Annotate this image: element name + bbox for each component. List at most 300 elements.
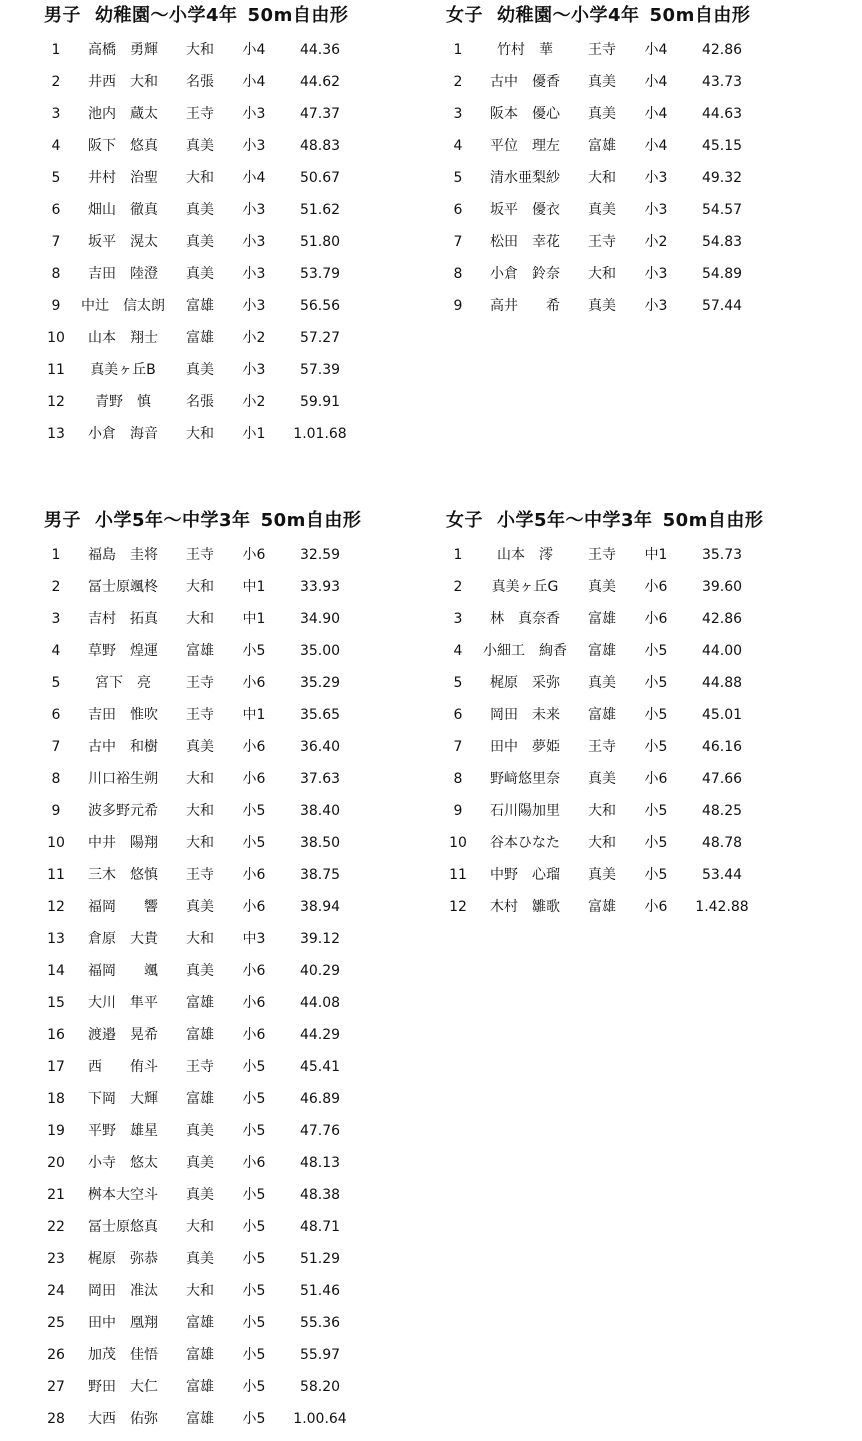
result-row	[44, 418, 348, 450]
swimmer-name-cell: 波多野元希	[88, 803, 158, 819]
time-cell: 59.91	[299, 394, 341, 410]
grade-cell: 小3	[242, 234, 266, 250]
title-gender: 女子	[446, 510, 483, 531]
result-row	[44, 827, 361, 859]
grade-cell: 小6	[242, 995, 266, 1011]
title-event: 50m自由形	[247, 5, 349, 26]
result-row	[44, 699, 361, 731]
swimmer-name-cell: 福島 圭将	[88, 547, 158, 563]
grade-cell: 小5	[242, 1411, 266, 1427]
club-cell: 王寺	[186, 707, 214, 723]
club-cell: 真美	[186, 362, 214, 378]
rank-cell: 6	[453, 707, 463, 723]
grade-cell: 小4	[644, 138, 668, 154]
club-cell: 富雄	[588, 643, 616, 659]
rank-cell: 19	[47, 1123, 65, 1139]
time-cell: 57.27	[299, 330, 341, 346]
result-row	[446, 827, 763, 859]
club-cell: 王寺	[186, 675, 214, 691]
result-row	[44, 290, 348, 322]
rank-cell: 10	[47, 835, 65, 851]
swimmer-name-cell: 石川陽加里	[490, 803, 560, 819]
swimmer-name-cell: 小倉 海音	[88, 426, 158, 442]
time-cell: 46.89	[299, 1091, 341, 1107]
club-cell: 真美	[186, 138, 214, 154]
swimmer-name-cell: 福岡 颯	[88, 963, 158, 979]
result-row	[446, 258, 750, 290]
grade-cell: 小5	[242, 1379, 266, 1395]
results-boys-kinder-to-grade4	[44, 0, 348, 450]
rank-cell: 3	[453, 106, 463, 122]
result-row	[44, 1243, 361, 1275]
swimmer-name-cell: 青野 慎	[95, 394, 151, 410]
rank-cell: 3	[453, 611, 463, 627]
result-row	[446, 226, 750, 258]
club-cell: 真美	[186, 234, 214, 250]
swimmer-name-cell: 山本 澪	[497, 547, 553, 563]
grade-cell: 小6	[242, 867, 266, 883]
club-cell: 富雄	[186, 1091, 214, 1107]
club-cell: 大和	[186, 170, 214, 186]
rank-cell: 1	[453, 547, 463, 563]
result-row	[44, 763, 361, 795]
swimmer-name-cell: 宮下 亮	[95, 675, 151, 691]
title-gender: 男子	[44, 5, 81, 26]
time-cell: 48.13	[299, 1155, 341, 1171]
club-cell: 富雄	[186, 1347, 214, 1363]
rank-cell: 5	[51, 675, 61, 691]
title-range: 幼稚園～小学4年	[497, 5, 640, 26]
swimmer-name-cell: 岡田 准汰	[88, 1283, 158, 1299]
grade-cell: 小2	[242, 330, 266, 346]
club-cell: 大和	[186, 611, 214, 627]
rank-cell: 8	[453, 771, 463, 787]
rank-cell: 23	[47, 1251, 65, 1267]
time-cell: 1.00.64	[293, 1411, 347, 1427]
rank-cell: 11	[449, 867, 467, 883]
result-row	[44, 667, 361, 699]
result-row	[446, 290, 750, 322]
club-cell: 真美	[186, 1187, 214, 1203]
rank-cell: 8	[51, 771, 61, 787]
result-row	[446, 194, 750, 226]
time-cell: 53.79	[299, 266, 341, 282]
time-cell: 55.36	[299, 1315, 341, 1331]
club-cell: 富雄	[588, 899, 616, 915]
rank-cell: 9	[51, 298, 61, 314]
results-boys-grade5-to-jh3	[44, 505, 361, 1435]
time-cell: 45.01	[701, 707, 743, 723]
time-cell: 42.86	[701, 42, 743, 58]
club-cell: 真美	[588, 867, 616, 883]
rank-cell: 4	[51, 138, 61, 154]
result-row	[44, 539, 361, 571]
time-cell: 48.71	[299, 1219, 341, 1235]
time-cell: 50.67	[299, 170, 341, 186]
rank-cell: 2	[51, 579, 61, 595]
rank-cell: 8	[51, 266, 61, 282]
time-cell: 35.65	[299, 707, 341, 723]
swimmer-name-cell: 竹村 華	[497, 42, 553, 58]
grade-cell: 小6	[644, 579, 668, 595]
result-row	[44, 1147, 361, 1179]
result-row	[44, 66, 348, 98]
time-cell: 35.73	[701, 547, 743, 563]
swimmer-name-cell: 下岡 大輝	[88, 1091, 158, 1107]
time-cell: 51.62	[299, 202, 341, 218]
club-cell: 王寺	[588, 739, 616, 755]
swimmer-name-cell: 田中 凰翔	[88, 1315, 158, 1331]
time-cell: 58.20	[299, 1379, 341, 1395]
time-cell: 34.90	[299, 611, 341, 627]
time-cell: 51.80	[299, 234, 341, 250]
result-row	[446, 98, 750, 130]
time-cell: 48.83	[299, 138, 341, 154]
grade-cell: 小5	[644, 643, 668, 659]
swimmer-name-cell: 野田 大仁	[88, 1379, 158, 1395]
title-event: 50m自由形	[649, 5, 751, 26]
rank-cell: 12	[47, 899, 65, 915]
result-row	[44, 859, 361, 891]
grade-cell: 小3	[242, 362, 266, 378]
time-cell: 57.44	[701, 298, 743, 314]
time-cell: 54.89	[701, 266, 743, 282]
club-cell: 真美	[186, 963, 214, 979]
title-range: 小学5年～中学3年	[95, 510, 251, 531]
club-cell: 大和	[588, 803, 616, 819]
swimmer-name-cell: 冨士原悠真	[88, 1219, 158, 1235]
time-cell: 56.56	[299, 298, 341, 314]
title-gender: 女子	[446, 5, 483, 26]
club-cell: 富雄	[588, 707, 616, 723]
rank-cell: 12	[47, 394, 65, 410]
time-cell: 42.86	[701, 611, 743, 627]
time-cell: 39.60	[701, 579, 743, 595]
club-cell: 王寺	[186, 867, 214, 883]
rank-cell: 1	[51, 547, 61, 563]
result-row	[446, 667, 763, 699]
grade-cell: 小3	[242, 266, 266, 282]
grade-cell: 小3	[242, 106, 266, 122]
time-cell: 38.94	[299, 899, 341, 915]
time-cell: 37.63	[299, 771, 341, 787]
grade-cell: 小6	[242, 547, 266, 563]
rank-cell: 4	[453, 138, 463, 154]
grade-cell: 小5	[644, 867, 668, 883]
time-cell: 36.40	[299, 739, 341, 755]
swimmer-name-cell: 小寺 悠太	[88, 1155, 158, 1171]
grade-cell: 小6	[242, 899, 266, 915]
result-row	[44, 1307, 361, 1339]
swimmer-name-cell: 梶原 采弥	[490, 675, 560, 691]
swimmer-name-cell: 福岡 響	[88, 899, 158, 915]
time-cell: 32.59	[299, 547, 341, 563]
swimmer-name-cell: 阪下 悠真	[88, 138, 158, 154]
grade-cell: 小6	[644, 771, 668, 787]
rank-cell: 13	[47, 931, 65, 947]
result-row	[446, 731, 763, 763]
rank-cell: 18	[47, 1091, 65, 1107]
grade-cell: 小5	[242, 1251, 266, 1267]
result-row	[446, 699, 763, 731]
time-cell: 38.75	[299, 867, 341, 883]
section-title	[446, 0, 750, 32]
swimmer-name-cell: 中野 心瑠	[490, 867, 560, 883]
grade-cell: 小3	[242, 298, 266, 314]
title-event: 50m自由形	[662, 510, 764, 531]
swimmer-name-cell: 中辻 信太朗	[81, 298, 165, 314]
result-row	[44, 1083, 361, 1115]
swimmer-name-cell: 松田 幸花	[490, 234, 560, 250]
rank-cell: 11	[47, 867, 65, 883]
result-row	[44, 162, 348, 194]
result-row	[446, 603, 763, 635]
rank-cell: 16	[47, 1027, 65, 1043]
grade-cell: 小5	[242, 643, 266, 659]
swimmer-name-cell: 田中 夢姫	[490, 739, 560, 755]
grade-cell: 小3	[644, 266, 668, 282]
grade-cell: 小5	[644, 675, 668, 691]
result-row	[44, 1339, 361, 1371]
club-cell: 富雄	[186, 330, 214, 346]
result-row	[44, 1275, 361, 1307]
results-table	[44, 34, 348, 450]
rank-cell: 14	[47, 963, 65, 979]
results-table	[446, 539, 763, 923]
result-row	[44, 731, 361, 763]
club-cell: 富雄	[186, 1411, 214, 1427]
club-cell: 真美	[588, 579, 616, 595]
club-cell: 富雄	[186, 1379, 214, 1395]
time-cell: 1.01.68	[293, 426, 347, 442]
club-cell: 真美	[186, 899, 214, 915]
rank-cell: 6	[51, 707, 61, 723]
result-row	[446, 571, 763, 603]
swimmer-name-cell: 吉田 惟吹	[88, 707, 158, 723]
grade-cell: 小3	[644, 298, 668, 314]
time-cell: 48.38	[299, 1187, 341, 1203]
time-cell: 44.00	[701, 643, 743, 659]
swimmer-name-cell: 阪本 優心	[490, 106, 560, 122]
result-row	[446, 795, 763, 827]
swimmer-name-cell: 吉田 陸澄	[88, 266, 158, 282]
grade-cell: 小6	[644, 899, 668, 915]
rank-cell: 10	[449, 835, 467, 851]
title-range: 小学5年～中学3年	[497, 510, 653, 531]
rank-cell: 12	[449, 899, 467, 915]
rank-cell: 5	[453, 170, 463, 186]
rank-cell: 5	[453, 675, 463, 691]
results-girls-grade5-to-jh3	[446, 505, 763, 923]
swimmer-name-cell: 真美ヶ丘B	[90, 362, 156, 378]
swimmer-name-cell: 桝本大空斗	[88, 1187, 158, 1203]
result-row	[44, 923, 361, 955]
rank-cell: 3	[51, 106, 61, 122]
result-row	[44, 1371, 361, 1403]
club-cell: 大和	[186, 579, 214, 595]
result-row	[44, 386, 348, 418]
club-cell: 富雄	[186, 298, 214, 314]
club-cell: 真美	[588, 202, 616, 218]
grade-cell: 中1	[644, 547, 668, 563]
time-cell: 48.25	[701, 803, 743, 819]
time-cell: 57.39	[299, 362, 341, 378]
rank-cell: 7	[51, 234, 61, 250]
club-cell: 富雄	[186, 995, 214, 1011]
rank-cell: 21	[47, 1187, 65, 1203]
club-cell: 大和	[588, 266, 616, 282]
time-cell: 49.32	[701, 170, 743, 186]
swimmer-name-cell: 加茂 佳悟	[88, 1347, 158, 1363]
time-cell: 46.16	[701, 739, 743, 755]
rank-cell: 3	[51, 611, 61, 627]
grade-cell: 小5	[242, 1315, 266, 1331]
results-girls-kinder-to-grade4	[446, 0, 750, 322]
section-title	[44, 505, 361, 537]
results-table	[446, 34, 750, 322]
club-cell: 真美	[588, 106, 616, 122]
time-cell: 44.36	[299, 42, 341, 58]
result-row	[44, 1019, 361, 1051]
rank-cell: 15	[47, 995, 65, 1011]
grade-cell: 小6	[242, 963, 266, 979]
time-cell: 44.88	[701, 675, 743, 691]
grade-cell: 中1	[242, 611, 266, 627]
grade-cell: 小5	[242, 1059, 266, 1075]
club-cell: 富雄	[186, 1027, 214, 1043]
result-row	[44, 194, 348, 226]
club-cell: 大和	[186, 771, 214, 787]
grade-cell: 小6	[644, 611, 668, 627]
swimmer-name-cell: 木村 雛歌	[490, 899, 560, 915]
club-cell: 大和	[186, 931, 214, 947]
swimmer-name-cell: 清水亜梨紗	[490, 170, 560, 186]
swimmer-name-cell: 倉原 大貴	[88, 931, 158, 947]
club-cell: 大和	[186, 803, 214, 819]
time-cell: 51.29	[299, 1251, 341, 1267]
result-row	[44, 130, 348, 162]
swimmer-name-cell: 平位 理左	[490, 138, 560, 154]
grade-cell: 小2	[242, 394, 266, 410]
grade-cell: 小5	[644, 739, 668, 755]
result-row	[446, 34, 750, 66]
rank-cell: 9	[51, 803, 61, 819]
club-cell: 真美	[186, 266, 214, 282]
time-cell: 35.00	[299, 643, 341, 659]
time-cell: 45.15	[701, 138, 743, 154]
result-row	[446, 891, 763, 923]
result-row	[446, 635, 763, 667]
swimmer-name-cell: 渡邉 晃希	[88, 1027, 158, 1043]
grade-cell: 小4	[242, 42, 266, 58]
time-cell: 47.37	[299, 106, 341, 122]
rank-cell: 9	[453, 298, 463, 314]
section-title	[44, 0, 348, 32]
rank-cell: 2	[453, 74, 463, 90]
club-cell: 王寺	[186, 547, 214, 563]
rank-cell: 5	[51, 170, 61, 186]
club-cell: 王寺	[186, 106, 214, 122]
grade-cell: 小5	[242, 1219, 266, 1235]
grade-cell: 小5	[242, 1187, 266, 1203]
club-cell: 大和	[588, 170, 616, 186]
rank-cell: 4	[51, 643, 61, 659]
club-cell: 富雄	[186, 643, 214, 659]
rank-cell: 13	[47, 426, 65, 442]
time-cell: 48.78	[701, 835, 743, 851]
swimmer-name-cell: 山本 翔士	[88, 330, 158, 346]
result-row	[44, 98, 348, 130]
swimmer-name-cell: 高井 希	[490, 298, 560, 314]
grade-cell: 小6	[242, 739, 266, 755]
swimmer-name-cell: 梶原 弥恭	[88, 1251, 158, 1267]
club-cell: 名張	[186, 74, 214, 90]
rank-cell: 28	[47, 1411, 65, 1427]
grade-cell: 小6	[242, 1155, 266, 1171]
swimmer-name-cell: 岡田 未来	[490, 707, 560, 723]
swimmer-name-cell: 林 真奈香	[490, 611, 560, 627]
result-row	[44, 987, 361, 1019]
club-cell: 王寺	[186, 1059, 214, 1075]
grade-cell: 小4	[644, 42, 668, 58]
time-cell: 40.29	[299, 963, 341, 979]
club-cell: 大和	[186, 426, 214, 442]
swimmer-name-cell: 小細工 絢香	[483, 643, 567, 659]
swimmer-name-cell: 谷本ひなた	[490, 835, 560, 851]
grade-cell: 小3	[242, 202, 266, 218]
time-cell: 54.57	[701, 202, 743, 218]
rank-cell: 4	[453, 643, 463, 659]
grade-cell: 小5	[242, 803, 266, 819]
swimmer-name-cell: 井西 大和	[88, 74, 158, 90]
result-row	[446, 66, 750, 98]
swimmer-name-cell: 高橋 勇輝	[88, 42, 158, 58]
rank-cell: 27	[47, 1379, 65, 1395]
time-cell: 45.41	[299, 1059, 341, 1075]
grade-cell: 中3	[242, 931, 266, 947]
result-row	[44, 1115, 361, 1147]
result-row	[44, 891, 361, 923]
swimmer-name-cell: 古中 和樹	[88, 739, 158, 755]
rank-cell: 7	[453, 739, 463, 755]
grade-cell: 小4	[644, 106, 668, 122]
time-cell: 33.93	[299, 579, 341, 595]
result-row	[446, 162, 750, 194]
result-row	[44, 795, 361, 827]
time-cell: 47.76	[299, 1123, 341, 1139]
grade-cell: 小4	[242, 74, 266, 90]
club-cell: 真美	[186, 1123, 214, 1139]
club-cell: 名張	[186, 394, 214, 410]
club-cell: 真美	[186, 739, 214, 755]
club-cell: 真美	[588, 675, 616, 691]
time-cell: 35.29	[299, 675, 341, 691]
swimmer-name-cell: 草野 煌運	[88, 643, 158, 659]
club-cell: 王寺	[588, 547, 616, 563]
rank-cell: 2	[51, 74, 61, 90]
grade-cell: 小6	[242, 675, 266, 691]
result-row	[44, 1179, 361, 1211]
time-cell: 54.83	[701, 234, 743, 250]
swimmer-name-cell: 井村 治聖	[88, 170, 158, 186]
result-row	[44, 258, 348, 290]
swimmer-name-cell: 吉村 拓真	[88, 611, 158, 627]
club-cell: 真美	[186, 1251, 214, 1267]
result-row	[44, 635, 361, 667]
results-table	[44, 539, 361, 1435]
grade-cell: 小5	[644, 803, 668, 819]
rank-cell: 1	[453, 42, 463, 58]
